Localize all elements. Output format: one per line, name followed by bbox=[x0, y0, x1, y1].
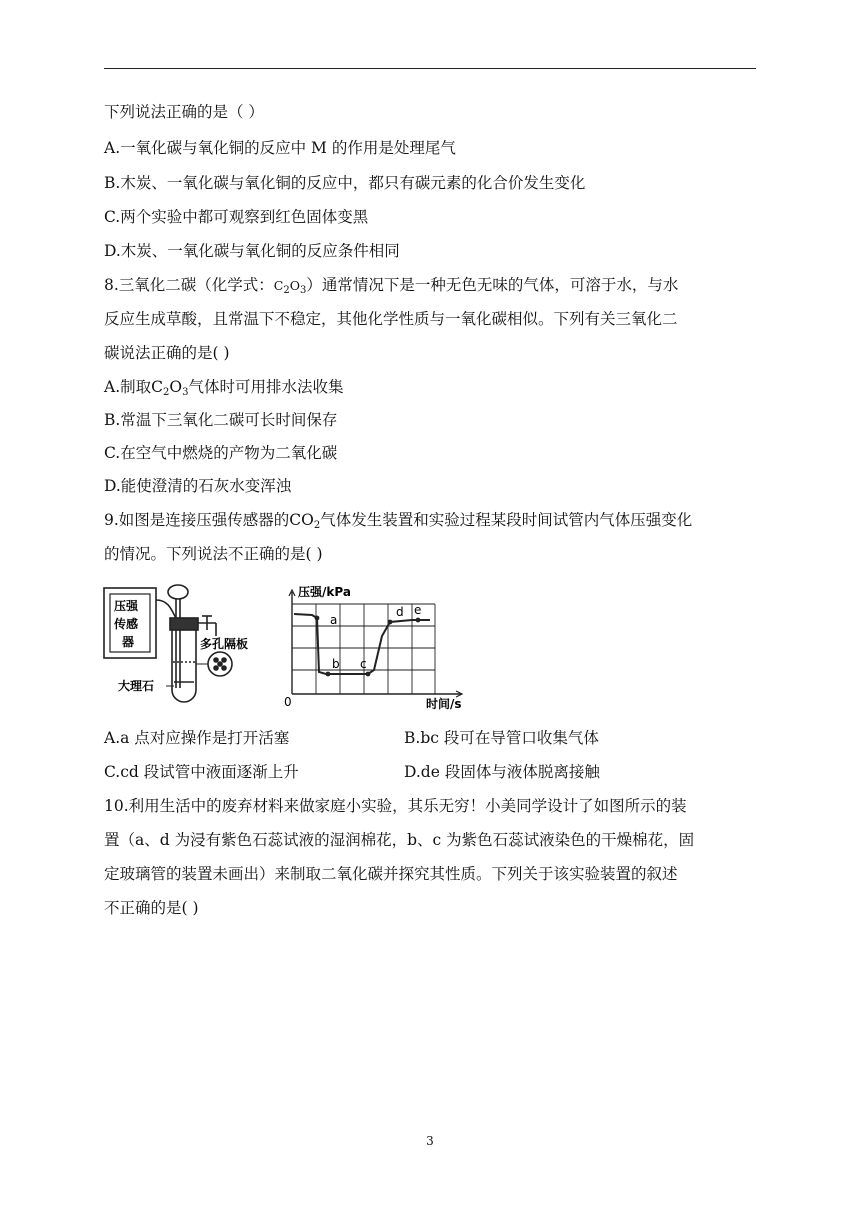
q8-option-c: C.在空气中燃烧的产物为二氧化碳 bbox=[104, 444, 338, 462]
page-number: 3 bbox=[426, 1134, 434, 1148]
funnel bbox=[168, 585, 188, 599]
q10-line-3: 定玻璃管的装置未画出）来制取二氧化碳并探究其性质。下列关于该实验装置的叙述 bbox=[104, 865, 678, 883]
point-e-marker bbox=[416, 618, 421, 623]
formula-c-sub: 2 bbox=[283, 285, 290, 296]
formula-o: O bbox=[169, 378, 183, 396]
formula-o: O bbox=[289, 278, 300, 293]
q9-option-a: A.a 点对应操作是打开活塞 bbox=[104, 729, 290, 747]
formula-co: CO bbox=[289, 511, 314, 529]
q8-option-b: B.常温下三氧化二碳可长时间保存 bbox=[104, 411, 338, 429]
origin-label: 0 bbox=[284, 695, 292, 709]
q8-line-3: 碳说法正确的是( ) bbox=[104, 344, 230, 362]
formula-c: C bbox=[151, 378, 163, 396]
option-c: C.两个实验中都可观察到红色固体变黑 bbox=[104, 208, 369, 226]
grid bbox=[292, 604, 435, 694]
header-rule bbox=[104, 68, 756, 69]
q10-line-1: 10.利用生活中的废弃材料来做家庭小实验，其乐无穷！小美同学设计了如图所示的装 bbox=[104, 797, 687, 815]
q9-option-c: C.cd 段试管中液面逐渐上升 bbox=[104, 763, 299, 781]
option-b: B.木炭、一氧化碳与氧化铜的反应中，都只有碳元素的化合价发生变化 bbox=[104, 174, 586, 192]
y-axis-label: 压强/kPa bbox=[298, 585, 351, 599]
q9-line-2: 的情况。下列说法不正确的是( ) bbox=[104, 545, 323, 563]
option-a: A.一氧化碳与氧化铜的反应中 M 的作用是处理尾气 bbox=[104, 139, 456, 157]
q8-line-2: 反应生成草酸，且常温下不稳定，其他化学性质与一氧化碳相似。下列有关三氧化二 bbox=[104, 310, 678, 328]
q8-line-1-pre: 8.三氧化二碳（化学式： bbox=[104, 276, 274, 294]
q9-line-1-post: 气体发生装置和实验过程某段时间试管内气体压强变化 bbox=[320, 511, 693, 529]
sensor-label-1: 压强 bbox=[114, 599, 139, 613]
question-stem: 下列说法正确的是（ ） bbox=[104, 103, 264, 121]
marble-label: 大理石 bbox=[118, 679, 155, 693]
q8-option-d: D.能使澄清的石灰水变浑浊 bbox=[104, 477, 292, 495]
q10-line-2: 置（a、d 为浸有紫色石蕊试液的湿润棉花，b、c 为紫色石蕊试液染色的干燥棉花，固 bbox=[104, 831, 695, 849]
option-d: D.木炭、一氧化碳与氧化铜的反应条件相同 bbox=[104, 242, 400, 260]
point-c-marker bbox=[366, 672, 371, 677]
q10-line-4: 不正确的是( ) bbox=[104, 899, 199, 917]
q9-option-d: D.de 段固体与液体脱离接触 bbox=[404, 763, 600, 781]
point-b-marker bbox=[326, 672, 331, 677]
formula-c: C bbox=[273, 278, 284, 293]
point-c-label: c bbox=[360, 657, 367, 671]
point-d-marker bbox=[388, 620, 393, 625]
point-b-label: b bbox=[332, 657, 340, 671]
pressure-graph bbox=[289, 590, 462, 697]
formula-co-sub: 2 bbox=[313, 520, 321, 531]
q9-option-b: B.bc 段可在导管口收集气体 bbox=[404, 729, 599, 747]
q8-option-a-post: 气体时可用排水法收集 bbox=[188, 378, 344, 396]
sensor-label-2: 传感 bbox=[114, 617, 139, 631]
q8-option-a bbox=[104, 377, 343, 397]
formula-c-sub: 2 bbox=[163, 387, 170, 398]
formula-o-sub: 3 bbox=[182, 387, 189, 398]
x-axis-label: 时间/s bbox=[426, 697, 462, 711]
sensor-label-3: 器 bbox=[122, 635, 135, 649]
q8-option-a-pre: A.制取 bbox=[104, 378, 152, 396]
point-a-label: a bbox=[330, 613, 338, 627]
q9-figure bbox=[100, 582, 480, 714]
q8-line-1 bbox=[104, 275, 678, 296]
formula-o-sub: 3 bbox=[300, 285, 307, 296]
q9-line-1-pre: 9.如图是连接压强传感器的 bbox=[104, 511, 290, 529]
point-a-marker bbox=[315, 616, 320, 621]
plate-label: 多孔隔板 bbox=[200, 637, 249, 651]
q9-line-1 bbox=[104, 510, 692, 530]
point-e-label: e bbox=[414, 603, 422, 617]
point-d-label: d bbox=[396, 605, 404, 619]
q8-line-1-post: ）通常情况下是一种无色无味的气体，可溶于水，与水 bbox=[306, 276, 679, 294]
